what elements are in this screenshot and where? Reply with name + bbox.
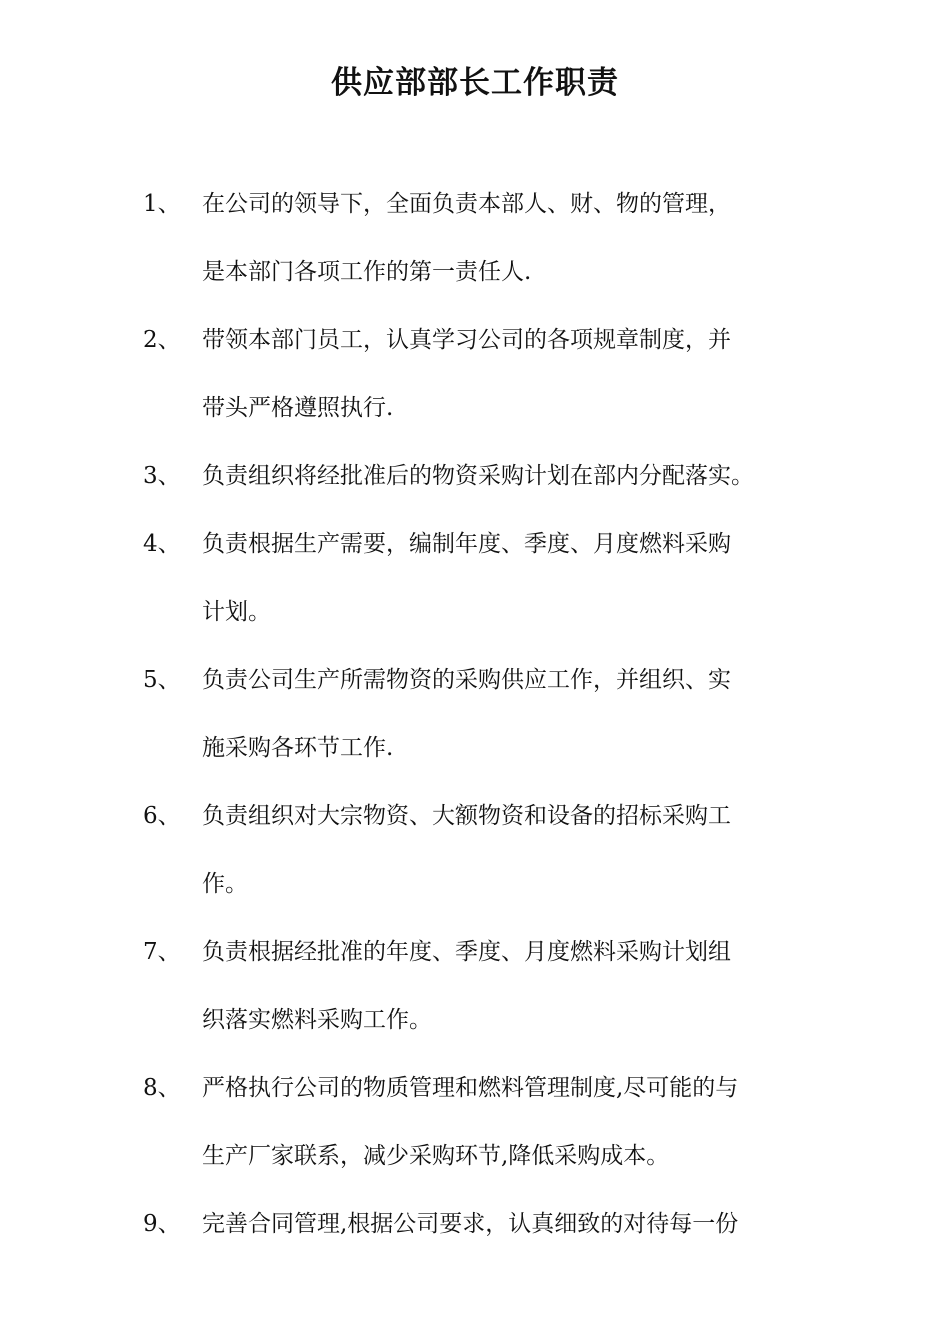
list-item [0,1054,950,1190]
list-item [0,170,950,306]
item-text: 负责组织将经批准后的物资采购计划在部内分配落实。 [202,463,754,489]
item-number: 3、 [143,463,181,489]
item-number: 6、 [143,803,181,829]
list-item [0,782,950,918]
list-item [0,918,950,1054]
item-number: 4、 [143,531,181,557]
list-item [0,1190,950,1258]
item-text: 在公司的领导下，全面负责本部人、财、物的管理， 是本部门各项工作的第一责任人. [202,191,731,285]
item-number: 8、 [143,1075,181,1101]
item-number: 1、 [143,191,181,217]
document-title: 供应部部长工作职责 [331,65,619,101]
list-item [0,442,950,510]
list-item [0,306,950,442]
item-number: 7、 [143,939,181,965]
item-number: 2、 [143,327,181,353]
duty-list [0,170,950,1258]
item-text: 带领本部门员工，认真学习公司的各项规章制度，并 带头严格遵照执行. [202,327,731,421]
item-number: 9、 [143,1211,181,1237]
item-text: 负责根据生产需要，编制年度、季度、月度燃料采购 计划。 [202,531,731,625]
item-text: 负责组织对大宗物资、大额物资和设备的招标采购工 作。 [202,803,731,897]
list-item [0,646,950,782]
item-text: 严格执行公司的物质管理和燃料管理制度,尽可能的与 生产厂家联系，减少采购环节,降低采购成本。 [202,1075,739,1169]
item-text: 负责公司生产所需物资的采购供应工作，并组织、实 施采购各环节工作. [202,667,731,761]
item-number: 5、 [143,667,181,693]
item-text: 负责根据经批准的年度、季度、月度燃料采购计划组 织落实燃料采购工作。 [202,939,731,1033]
list-item [0,510,950,646]
item-text: 完善合同管理,根据公司要求，认真细致的对待每一份 [202,1211,739,1237]
